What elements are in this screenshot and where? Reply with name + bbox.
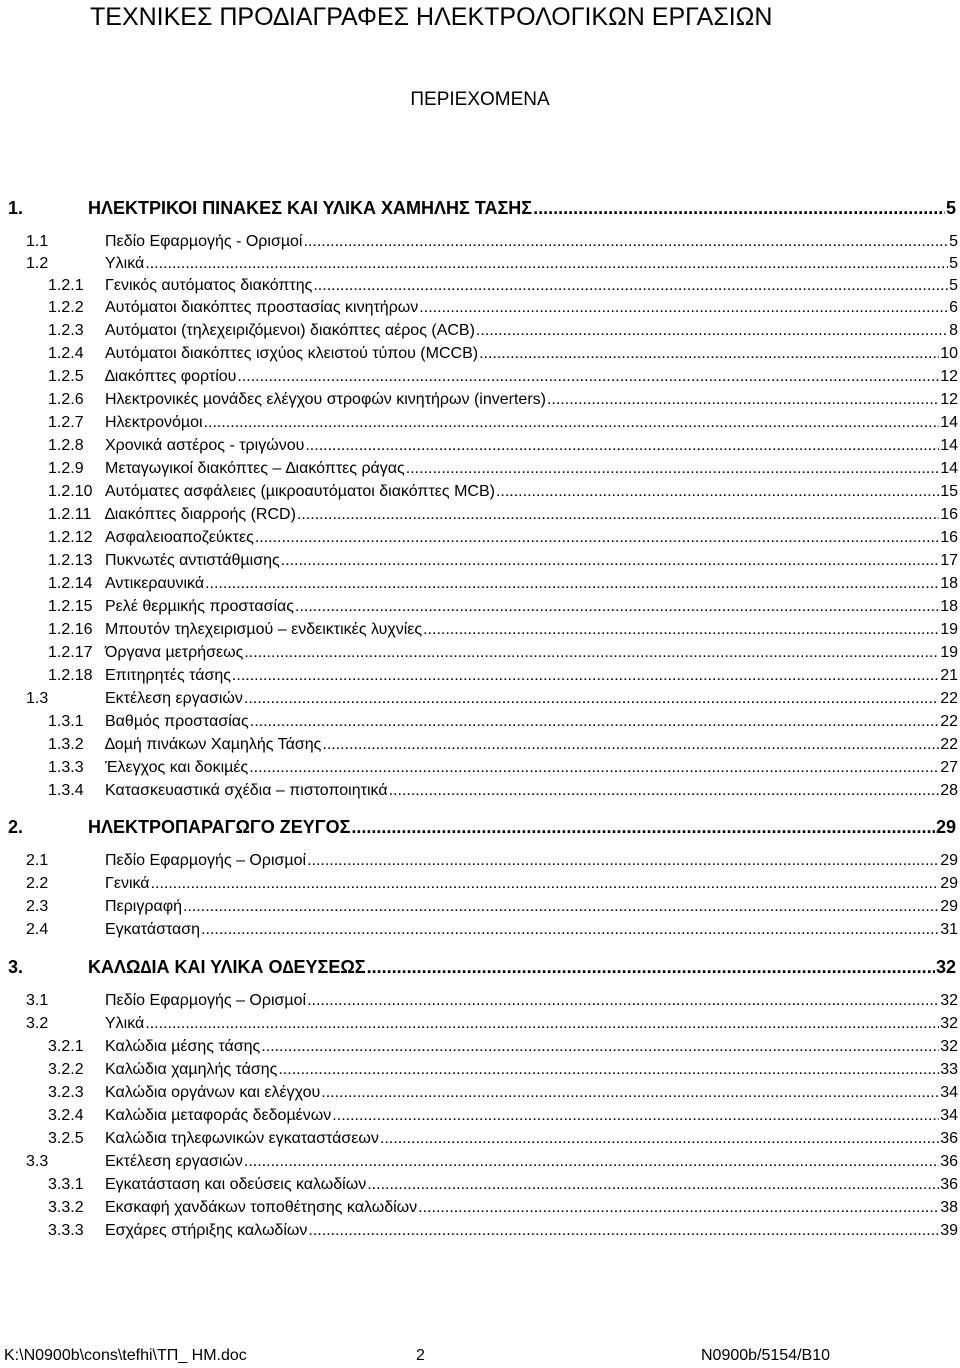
toc-entry-title: Ηλεκτρονικές µονάδες ελέγχου στροφών κινητήρων (inverters) (105, 391, 546, 408)
toc-entry-number: 1.2.18 (48, 667, 93, 684)
document-title: ΤΕΧΝΙΚΕΣ ΠΡΟ∆ΙΑΓΡΑΦΕΣ ΗΛΕΚΤΡΟΛΟΓΙΚΩΝ ΕΡΓΑΣΙΩΝ (90, 3, 773, 31)
toc-dot-leader (244, 1151, 939, 1173)
toc-entry-page: 32 (940, 1015, 958, 1032)
toc-entry-number: 1.2.16 (48, 621, 93, 638)
toc-entry[interactable] (26, 688, 958, 710)
toc-dot-leader (367, 955, 935, 979)
toc-dot-leader (204, 412, 940, 434)
toc-entry[interactable] (48, 1128, 958, 1150)
toc-entry-number: 1.2.9 (48, 460, 84, 477)
toc-dot-leader (237, 366, 939, 388)
toc-entry-title: ΗΛΕΚΤΡΟΠΑΡΑΓΩΓΟ ΖΕΥΓΟΣ (88, 817, 351, 837)
toc-entry[interactable] (48, 389, 958, 411)
toc-entry-title: Μεταγωγικοί διακόπτες – ∆ιακόπτες ράγας (105, 460, 405, 477)
toc-entry-title: ΗΛΕΚΤΡΙΚΟΙ ΠΙΝΑΚΕΣ ΚΑΙ ΥΛΙΚΑ ΧΑΜΗΛΗΣ ΤΑΣΗΣ (88, 198, 533, 218)
toc-dot-leader (183, 896, 939, 918)
toc-entry-page: 32 (935, 957, 956, 977)
toc-entry-title: Ρελέ θερµικής προστασίας (105, 598, 294, 615)
toc-dot-leader (496, 481, 939, 503)
toc-entry[interactable] (48, 458, 958, 480)
toc-entry-page: 6 (949, 299, 958, 316)
toc-dot-leader (419, 297, 948, 319)
toc-entry[interactable] (48, 1059, 958, 1081)
toc-entry[interactable] (8, 955, 956, 979)
toc-entry-page: 27 (940, 759, 958, 776)
toc-entry-page: 31 (940, 921, 958, 938)
toc-entry-title: Εκτέλεση εργασιών (105, 690, 243, 707)
toc-entry-title: ∆οµή πινάκων Χαµηλής Τάσης (105, 736, 322, 753)
toc-entry-number: 1. (8, 198, 24, 218)
toc-entry-number: 1.2.15 (48, 598, 93, 615)
toc-entry[interactable] (48, 711, 958, 733)
toc-entry-number: 3.3 (26, 1153, 49, 1170)
toc-entry-title: Επιτηρητές τάσης (105, 667, 231, 684)
toc-entry-page: 21 (940, 667, 958, 684)
toc-entry[interactable] (48, 619, 958, 641)
toc-entry[interactable] (48, 1220, 958, 1242)
toc-entry-number: 2.1 (26, 852, 49, 869)
toc-entry-page: 14 (940, 460, 958, 477)
toc-dot-leader (250, 711, 939, 733)
toc-entry-page: 19 (940, 621, 958, 638)
toc-entry-number: 3.3.1 (48, 1176, 84, 1193)
toc-entry-title: Βαθµός προστασίας (105, 713, 249, 730)
toc-entry[interactable] (48, 1105, 958, 1127)
toc-entry-page: 32 (940, 992, 958, 1009)
toc-entry-title: Εγκατάσταση και οδεύσεις καλωδίων (105, 1176, 367, 1193)
toc-entry-number: 1.3.3 (48, 759, 84, 776)
toc-entry[interactable] (8, 196, 956, 220)
toc-entry-number: 1.2 (26, 255, 49, 272)
toc-entry-number: 1.2.1 (48, 277, 84, 294)
toc-entry-title: Αντικεραυνικά (105, 575, 205, 592)
toc-entry-number: 3. (8, 957, 24, 977)
toc-dot-leader (322, 734, 939, 756)
toc-entry[interactable] (26, 253, 958, 275)
toc-dot-leader (249, 757, 939, 779)
toc-entry[interactable] (26, 896, 958, 918)
toc-entry-title: Εκτέλεση εργασιών (105, 1153, 243, 1170)
toc-entry-page: 5 (949, 233, 958, 250)
toc-entry-title: Γενικός αυτόµατος διακόπτης (105, 277, 313, 294)
toc-entry-number: 1.3 (26, 690, 49, 707)
toc-entry-number: 1.3.1 (48, 713, 84, 730)
toc-entry-page: 5 (945, 198, 956, 218)
toc-entry-page: 19 (940, 644, 958, 661)
toc-entry-page: 38 (940, 1199, 958, 1216)
toc-dot-leader (281, 550, 940, 572)
toc-entry-number: 1.2.2 (48, 299, 84, 316)
toc-entry-title: Περιγραφή (105, 898, 182, 915)
toc-dot-leader (479, 343, 939, 365)
toc-entry-page: 29 (940, 875, 958, 892)
footer-doc-code: N0900b/5154/B10 (701, 1347, 830, 1364)
toc-entry[interactable] (48, 343, 958, 365)
toc-entry-number: 1.2.8 (48, 437, 84, 454)
toc-dot-leader (303, 231, 948, 253)
toc-entry-number: 2.2 (26, 875, 49, 892)
toc-dot-leader (389, 780, 940, 802)
toc-heading: ΠΕΡΙΕΧΟΜΕΝΑ (410, 89, 550, 110)
toc-entry-number: 2. (8, 817, 24, 837)
toc-entry-title: Καλώδια οργάνων και ελέγχου (105, 1084, 321, 1101)
toc-dot-leader (305, 435, 939, 457)
toc-entry-number: 3.2.2 (48, 1061, 84, 1078)
toc-entry-title: Γενικά (105, 875, 150, 892)
toc-entry-number: 1.1 (26, 233, 49, 250)
toc-entry-title: Όργανα µετρήσεως (105, 644, 244, 661)
toc-entry-number: 3.2.1 (48, 1038, 84, 1055)
toc-entry-title: Έλεγχος και δοκιµές (105, 759, 249, 776)
toc-entry-title: Πεδίο Εφαρµογής - Ορισµοί (105, 233, 303, 250)
toc-entry-page: 5 (949, 277, 958, 294)
toc-entry-number: 1.2.17 (48, 644, 93, 661)
toc-dot-leader (278, 1059, 939, 1081)
toc-entry-number: 1.2.4 (48, 345, 84, 362)
toc-dot-leader (380, 1128, 939, 1150)
toc-entry-title: Καλώδια µεταφοράς δεδοµένων (105, 1107, 332, 1124)
toc-dot-leader (406, 458, 939, 480)
toc-entry-title: ΚΑΛΩ∆ΙΑ ΚΑΙ ΥΛΙΚΑ Ο∆ΕΥΣΕΩΣ (88, 957, 366, 977)
toc-entry-title: Κατασκευαστικά σχέδια – πιστοποιητικά (105, 782, 388, 799)
toc-entry-title: Ασφαλειοαποζεύκτες (105, 529, 254, 546)
toc-entry-number: 1.2.5 (48, 368, 84, 385)
toc-entry-number: 3.3.2 (48, 1199, 84, 1216)
toc-entry-page: 33 (940, 1061, 958, 1078)
toc-dot-leader (297, 504, 939, 526)
toc-entry-number: 1.2.7 (48, 414, 84, 431)
toc-entry-number: 1.3.2 (48, 736, 84, 753)
toc-dot-leader (367, 1174, 939, 1196)
toc-entry-page: 36 (940, 1130, 958, 1147)
toc-entry-number: 3.2.4 (48, 1107, 84, 1124)
toc-entry-title: Μπουτόν τηλεχειρισµού – ενδεικτικές λυχνίες (105, 621, 423, 638)
toc-dot-leader (145, 1013, 939, 1035)
toc-entry[interactable] (26, 231, 958, 253)
toc-dot-leader (232, 665, 939, 687)
toc-entry-number: 3.2 (26, 1015, 49, 1032)
toc-dot-leader (418, 1197, 939, 1219)
toc-entry-number: 1.2.3 (48, 322, 84, 339)
toc-entry-title: ∆ιακόπτες φορτίου (105, 368, 237, 385)
toc-entry-number: 1.2.13 (48, 552, 93, 569)
toc-entry[interactable] (48, 1174, 958, 1196)
toc-entry-page: 14 (940, 414, 958, 431)
toc-dot-leader (476, 320, 948, 342)
footer-page-number: 2 (416, 1347, 425, 1364)
toc-entry-page: 17 (940, 552, 958, 569)
toc-entry-page: 12 (940, 368, 958, 385)
toc-entry-page: 8 (949, 322, 958, 339)
toc-entry-page: 12 (940, 391, 958, 408)
toc-entry-title: Αυτόµατοι διακόπτες προστασίας κινητήρων (105, 299, 419, 316)
toc-entry-page: 5 (949, 255, 958, 272)
toc-entry-number: 1.2.14 (48, 575, 93, 592)
toc-dot-leader (244, 642, 939, 664)
toc-entry-number: 3.1 (26, 992, 49, 1009)
toc-dot-leader (244, 688, 939, 710)
toc-entry-number: 2.4 (26, 921, 49, 938)
toc-entry[interactable] (48, 412, 958, 434)
toc-dot-leader (151, 873, 940, 895)
toc-entry-page: 32 (940, 1038, 958, 1055)
toc-dot-leader (321, 1082, 939, 1104)
toc-dot-leader (307, 990, 939, 1012)
toc-entry[interactable] (48, 297, 958, 319)
toc-entry-page: 18 (940, 598, 958, 615)
toc-entry-title: Εκσκαφή χανδάκων τοποθέτησης καλωδίων (105, 1199, 418, 1216)
toc-entry[interactable] (48, 734, 958, 756)
toc-entry-page: 29 (940, 898, 958, 915)
toc-entry-number: 1.3.4 (48, 782, 84, 799)
toc-entry[interactable] (48, 1197, 958, 1219)
toc-entry-page: 10 (940, 345, 958, 362)
toc-entry[interactable] (48, 481, 958, 503)
toc-entry-page: 34 (940, 1084, 958, 1101)
toc-entry-title: Αυτόµατοι διακόπτες ισχύος κλειστού τύπου (MCCB) (105, 345, 479, 362)
toc-dot-leader (547, 389, 939, 411)
toc-entry-title: Αυτόµατοι (τηλεχειριζόµενοι) διακόπτες αέρος (ACB) (105, 322, 475, 339)
toc-entry[interactable] (8, 815, 956, 839)
toc-entry-number: 1.2.12 (48, 529, 93, 546)
toc-entry-number: 1.2.6 (48, 391, 84, 408)
toc-entry[interactable] (48, 665, 958, 687)
toc-dot-leader (533, 196, 945, 220)
toc-dot-leader (313, 275, 948, 297)
toc-entry[interactable] (26, 919, 958, 941)
toc-entry-page: 22 (940, 736, 958, 753)
toc-entry-title: Πυκνωτές αντιστάθµισης (105, 552, 280, 569)
toc-entry-page: 36 (940, 1176, 958, 1193)
toc-dot-leader (201, 919, 939, 941)
toc-entry-title: Καλώδια χαµηλής τάσης (105, 1061, 278, 1078)
toc-entry-page: 14 (940, 437, 958, 454)
toc-entry-number: 1.2.11 (48, 506, 92, 523)
toc-entry[interactable] (48, 642, 958, 664)
toc-entry[interactable] (48, 527, 958, 549)
toc-entry-number: 3.2.5 (48, 1130, 84, 1147)
toc-entry-title: Υλικά (105, 255, 145, 272)
toc-entry[interactable] (48, 1036, 958, 1058)
toc-entry-page: 34 (940, 1107, 958, 1124)
toc-entry-title: Καλώδια µέσης τάσης (105, 1038, 261, 1055)
toc-dot-leader (295, 596, 939, 618)
toc-entry-page: 15 (940, 483, 958, 500)
toc-entry[interactable] (48, 596, 958, 618)
toc-entry-title: Εσχάρες στήριξης καλωδίων (105, 1222, 308, 1239)
toc-entry-title: Εγκατάσταση (105, 921, 201, 938)
toc-entry-title: Αυτόµατες ασφάλειες (µικροαυτόµατοι διακόπτες MCB) (105, 483, 495, 500)
toc-entry[interactable] (48, 366, 958, 388)
toc-dot-leader (205, 573, 939, 595)
toc-entry[interactable] (48, 573, 958, 595)
toc-entry[interactable] (48, 757, 958, 779)
toc-dot-leader (145, 253, 948, 275)
toc-entry-title: ∆ιακόπτες διαρροής (RCD) (105, 506, 296, 523)
toc-entry[interactable] (48, 550, 958, 572)
toc-entry-page: 39 (940, 1222, 958, 1239)
toc-entry[interactable] (48, 435, 958, 457)
toc-dot-leader (332, 1105, 939, 1127)
toc-entry-title: Πεδίο Εφαρµογής – Ορισµοί (105, 992, 307, 1009)
toc-entry-page: 22 (940, 690, 958, 707)
toc-dot-leader (261, 1036, 939, 1058)
toc-dot-leader (308, 1220, 939, 1242)
toc-entry[interactable] (26, 1013, 958, 1035)
toc-dot-leader (423, 619, 939, 641)
toc-entry[interactable] (48, 1082, 958, 1104)
toc-entry-title: Καλώδια τηλεφωνικών εγκαταστάσεων (105, 1130, 379, 1147)
toc-entry-number: 3.3.3 (48, 1222, 84, 1239)
toc-entry-page: 36 (940, 1153, 958, 1170)
toc-dot-leader (351, 815, 935, 839)
toc-entry[interactable] (48, 780, 958, 802)
toc-entry-page: 16 (940, 506, 958, 523)
toc-entry-page: 16 (940, 529, 958, 546)
toc-entry-title: Χρονικά αστέρος - τριγώνου (105, 437, 305, 454)
toc-entry-page: 22 (940, 713, 958, 730)
toc-entry-title: Πεδίο Εφαρµογής – Ορισµοί (105, 852, 307, 869)
toc-entry-page: 29 (940, 852, 958, 869)
toc-entry-page: 29 (935, 817, 956, 837)
toc-entry-title: Ηλεκτρονόµοι (105, 414, 203, 431)
toc-entry-number: 1.2.10 (48, 483, 93, 500)
toc-entry-page: 28 (940, 782, 958, 799)
toc-entry-page: 18 (940, 575, 958, 592)
toc-entry[interactable] (48, 275, 958, 297)
toc-entry[interactable] (26, 990, 958, 1012)
toc-entry[interactable] (26, 850, 958, 872)
toc-entry[interactable] (48, 504, 958, 526)
toc-entry[interactable] (26, 873, 958, 895)
toc-dot-leader (307, 850, 939, 872)
toc-entry[interactable] (48, 320, 958, 342)
toc-entry[interactable] (26, 1151, 958, 1173)
toc-entry-title: Υλικά (105, 1015, 145, 1032)
toc-entry-number: 2.3 (26, 898, 49, 915)
footer-file-path: K:\N0900b\cons\tefhi\ΤΠ_ ΗΜ.doc (4, 1347, 247, 1364)
toc-entry-number: 3.2.3 (48, 1084, 84, 1101)
toc-dot-leader (255, 527, 939, 549)
